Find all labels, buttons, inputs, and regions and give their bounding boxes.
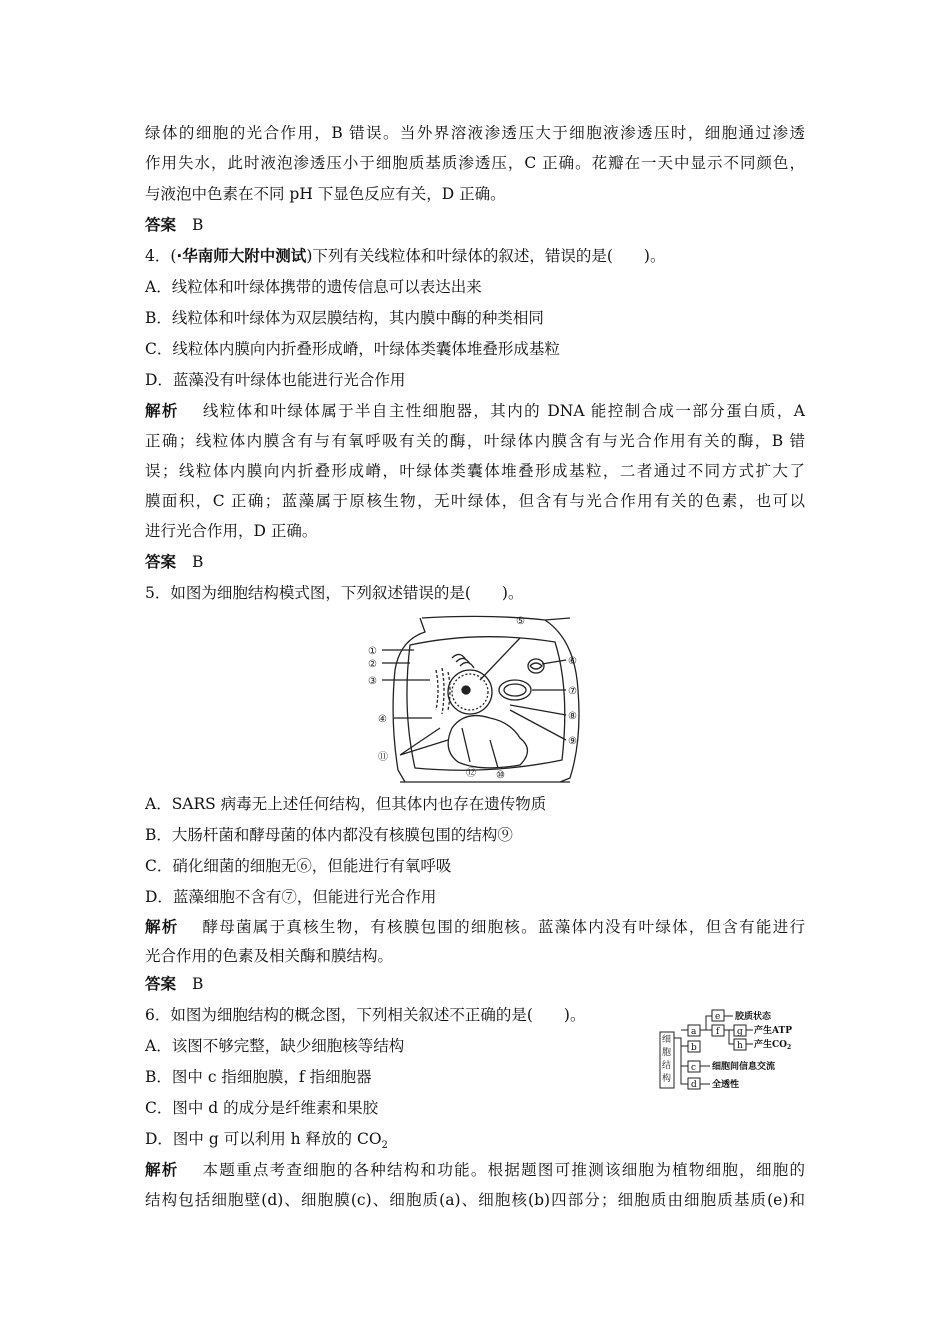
concept-map-diagram — [655, 1008, 805, 1098]
box-b: b — [691, 1043, 697, 1053]
box-a: a — [691, 1027, 697, 1037]
label-8: ⑧ — [568, 711, 577, 722]
question-5-stem: 5．如图为细胞结构模式图，下列叙述错误的是( )。 — [145, 584, 524, 602]
box-h: h — [737, 1041, 743, 1051]
box-d: d — [691, 1080, 697, 1090]
analysis-line: 正确；线粒体内膜含有与有氧呼吸有关的酶，叶绿体内膜含有与光合作用有关的酶，B 错 — [145, 432, 805, 450]
label-3: ③ — [368, 676, 377, 687]
analysis-line — [145, 401, 805, 421]
option-c: C．图中 d 的成分是纤维素和果胶 — [145, 1099, 379, 1117]
label-9: ⑨ — [568, 736, 577, 747]
label-11: ⑪ — [378, 752, 388, 763]
option-d — [145, 1129, 388, 1156]
option-d-text: D．图中 g 可以利用 h 释放的 CO — [145, 1130, 382, 1148]
option-a: A．线粒体和叶绿体携带的遗传信息可以表达出来 — [145, 278, 482, 296]
root-char: 结 — [662, 1061, 672, 1071]
analysis-label: 解析 — [145, 918, 179, 936]
e-label: 胶质状态 — [735, 1012, 772, 1022]
question-source: ·华南师大附中测试 — [176, 247, 307, 265]
label-2: ② — [368, 659, 377, 670]
analysis-label: 解析 — [145, 402, 179, 420]
h-label: 产生$CO_2$ — [754, 1040, 792, 1051]
root-char: 细 — [662, 1035, 672, 1045]
label-4: ④ — [378, 714, 387, 725]
analysis-label: 解析 — [145, 1161, 179, 1179]
question-number: 4．( — [145, 247, 177, 265]
box-c: c — [691, 1063, 697, 1073]
question-6-stem: 6．如图为细胞结构的概念图，下列相关叙述不正确的是( )。 — [145, 1006, 586, 1024]
option-a: A．SARS 病毒无上述任何结构，但其体内也存在遗传物质 — [145, 795, 547, 813]
question-4-stem — [145, 246, 665, 266]
box-f: f — [716, 1027, 720, 1037]
root-char: 胞 — [662, 1048, 672, 1058]
analysis-line: 进行光合作用，D 正确。 — [145, 522, 318, 540]
option-b: B．线粒体和叶绿体为双层膜结构，其内膜中酶的种类相同 — [145, 309, 544, 327]
answer-line — [145, 974, 203, 994]
analysis-line: 膜面积，C 正确；蓝藻属于原核生物，无叶绿体，但含有与光合作用有关的色素，也可以 — [145, 492, 805, 510]
c-label: 细胞间信息交流 — [712, 1062, 776, 1072]
question-text: )下列有关线粒体和叶绿体的叙述，错误的是( )。 — [306, 247, 666, 265]
label-5: ⑤ — [516, 616, 525, 627]
option-b: B．大肠杆菌和酵母菌的体内都没有核膜包围的结构⑨ — [145, 826, 513, 844]
answer-value: B — [192, 553, 204, 571]
g-label: 产生ATP — [754, 1026, 792, 1036]
analysis-text: 线粒体和叶绿体属于半自主性细胞器，其内的 DNA 能控制合成一部分蛋白质，A — [202, 402, 805, 420]
text-line: 作用失水，此时液泡渗透压小于细胞质基质渗透压，C 正确。花瓣在一天中显示不同颜色， — [145, 154, 805, 172]
analysis-line: 结构包括细胞壁(d)、细胞膜(c)、细胞质(a)、细胞核(b)四部分；细胞质由细胞质基质(e)和 — [145, 1191, 805, 1209]
option-b: B．图中 c 指细胞膜，f 指细胞器 — [145, 1068, 372, 1086]
d-label: 全透性 — [712, 1080, 740, 1090]
label-1: ① — [368, 646, 377, 657]
box-g: g — [737, 1027, 743, 1037]
label-7: ⑦ — [568, 686, 577, 697]
option-d: D．蓝藻没有叶绿体也能进行光合作用 — [145, 371, 406, 389]
analysis-line: 误；线粒体内膜向内折叠形成嵴，叶绿体类囊体堆叠形成基粒，二者通过不同方式扩大了 — [145, 462, 805, 480]
text-line: 绿体的细胞的光合作用，B 错误。当外界溶液渗透压大于细胞液渗透压时，细胞通过渗透 — [145, 124, 805, 142]
analysis-line: 光合作用的色素及相关酶和膜结构。 — [145, 947, 394, 965]
analysis-text: 本题重点考查细胞的各种结构和功能。根据题图可推测该细胞为植物细胞，细胞的 — [202, 1161, 805, 1179]
answer-line — [145, 552, 203, 572]
label-10: ⑩ — [496, 770, 505, 781]
text-line: 与液泡中色素在不同 pH 下显色反应有关，D 正确。 — [145, 185, 506, 203]
answer-line — [145, 215, 203, 235]
analysis-line — [145, 917, 805, 937]
root-char: 构 — [662, 1074, 672, 1084]
label-12: ⑫ — [466, 768, 476, 779]
answer-label: 答案 — [145, 975, 177, 993]
analysis-text: 酵母菌属于真核生物，有核膜包围的细胞核。蓝藻体内没有叶绿体，但含有能进行 — [202, 918, 805, 936]
option-a: A．该图不够完整，缺少细胞核等结构 — [145, 1037, 405, 1055]
option-c: C．线粒体内膜向内折叠形成嵴，叶绿体类囊体堆叠形成基粒 — [145, 340, 560, 358]
cell-structure-diagram — [370, 610, 590, 785]
answer-label: 答案 — [145, 553, 177, 571]
analysis-line — [145, 1160, 805, 1180]
option-d: D．蓝藻细胞不含有⑦，但能进行光合作用 — [145, 888, 437, 906]
box-e: e — [715, 1012, 721, 1022]
answer-label: 答案 — [145, 216, 177, 234]
answer-value: B — [192, 975, 204, 993]
answer-value: B — [192, 216, 204, 234]
subscript: 2 — [381, 1140, 388, 1152]
option-c: C．硝化细菌的细胞无⑥，但能进行有氧呼吸 — [145, 857, 452, 875]
label-6: ⑥ — [568, 656, 577, 667]
